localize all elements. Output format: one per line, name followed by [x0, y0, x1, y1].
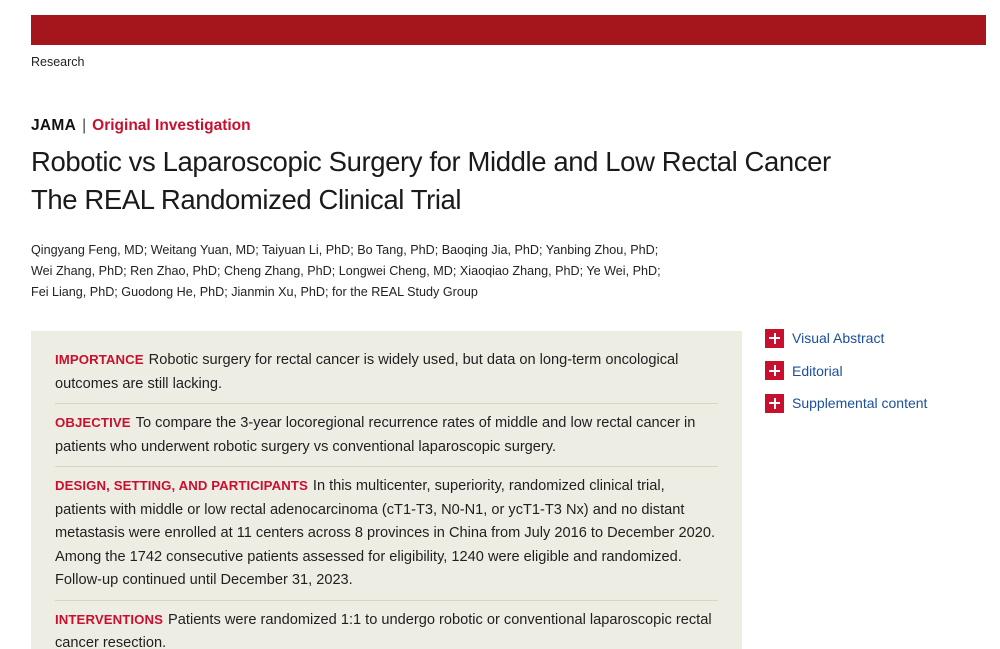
- abstract-interventions: [55, 608, 718, 649]
- plus-icon: [765, 394, 784, 413]
- abstract-importance: [55, 348, 718, 404]
- link-label[interactable]: Visual Abstract: [792, 330, 885, 346]
- link-label[interactable]: Supplemental content: [792, 395, 928, 411]
- supplemental-content-link[interactable]: [765, 392, 927, 414]
- abstract-objective: [55, 411, 718, 467]
- editorial-link[interactable]: [765, 360, 927, 382]
- journal-separator: |: [82, 117, 87, 134]
- abstract-heading: OBJECTIVE: [55, 415, 131, 430]
- abstract-text: Robotic surgery for rectal cancer is widely used, but data on long-term oncological outcomes are still lacking.: [55, 352, 679, 392]
- plus-icon: [765, 329, 784, 348]
- article-title: Robotic vs Laparoscopic Surgery for Middle and Low Rectal Cancer: [31, 146, 831, 177]
- abstract-heading: INTERVENTIONS: [55, 611, 164, 627]
- abstract-text: In this multicenter, superiority, randomized clinical trial, patients with middle or low rectal adenocarcinoma (cT1-T3, N0-N1, or ycT1-T3 Nx) and no distant metastasis were enrolled at 11 centers across 8 provinces in China from July 2016 to December 2020. Among the 1742 consecutive patients assessed for eligibility, 1240 were eligible and randomized. Follow-up continued until December 31, 2023.: [55, 478, 716, 588]
- abstract-text: To compare the 3-year locoregional recurrence rates of middle and low rectal cancer in patients who underwent robotic surgery vs conventional laparoscopic surgery.: [55, 415, 696, 455]
- article-subtitle: The REAL Randomized Clinical Trial: [31, 184, 462, 215]
- abstract-text: Patients were randomized 1:1 to undergo robotic or conventional laparoscopic rectal cancer resection.: [55, 611, 712, 649]
- visual-abstract-link[interactable]: [765, 327, 927, 349]
- journal-name: JAMA: [31, 117, 77, 134]
- author-list: [31, 240, 731, 303]
- journal-line: [31, 117, 251, 135]
- section-label: Research: [31, 55, 85, 69]
- article-type: Original Investigation: [92, 117, 251, 134]
- related-links: [765, 327, 927, 425]
- abstract-heading: DESIGN, SETTING, AND PARTICIPANTS: [55, 478, 308, 493]
- author-line: Fei Liang, PhD; Guodong He, PhD; Jianmin Xu, PhD; for the REAL Study Group: [31, 285, 478, 299]
- author-line: Wei Zhang, PhD; Ren Zhao, PhD; Cheng Zhang, PhD; Longwei Cheng, MD; Xiaoqiao Zhang, PhD; Ye Wei, PhD;: [31, 264, 661, 278]
- author-line: Qingyang Feng, MD; Weitang Yuan, MD; Taiyuan Li, PhD; Bo Tang, PhD; Baoqing Jia, PhD; Yanbing Zhou, PhD;: [31, 243, 659, 257]
- journal-banner: [31, 15, 986, 45]
- plus-icon: [765, 361, 784, 380]
- link-label[interactable]: Editorial: [792, 362, 843, 379]
- abstract-heading: IMPORTANCE: [55, 352, 144, 367]
- abstract-design: [55, 474, 718, 601]
- abstract-box: [31, 331, 742, 649]
